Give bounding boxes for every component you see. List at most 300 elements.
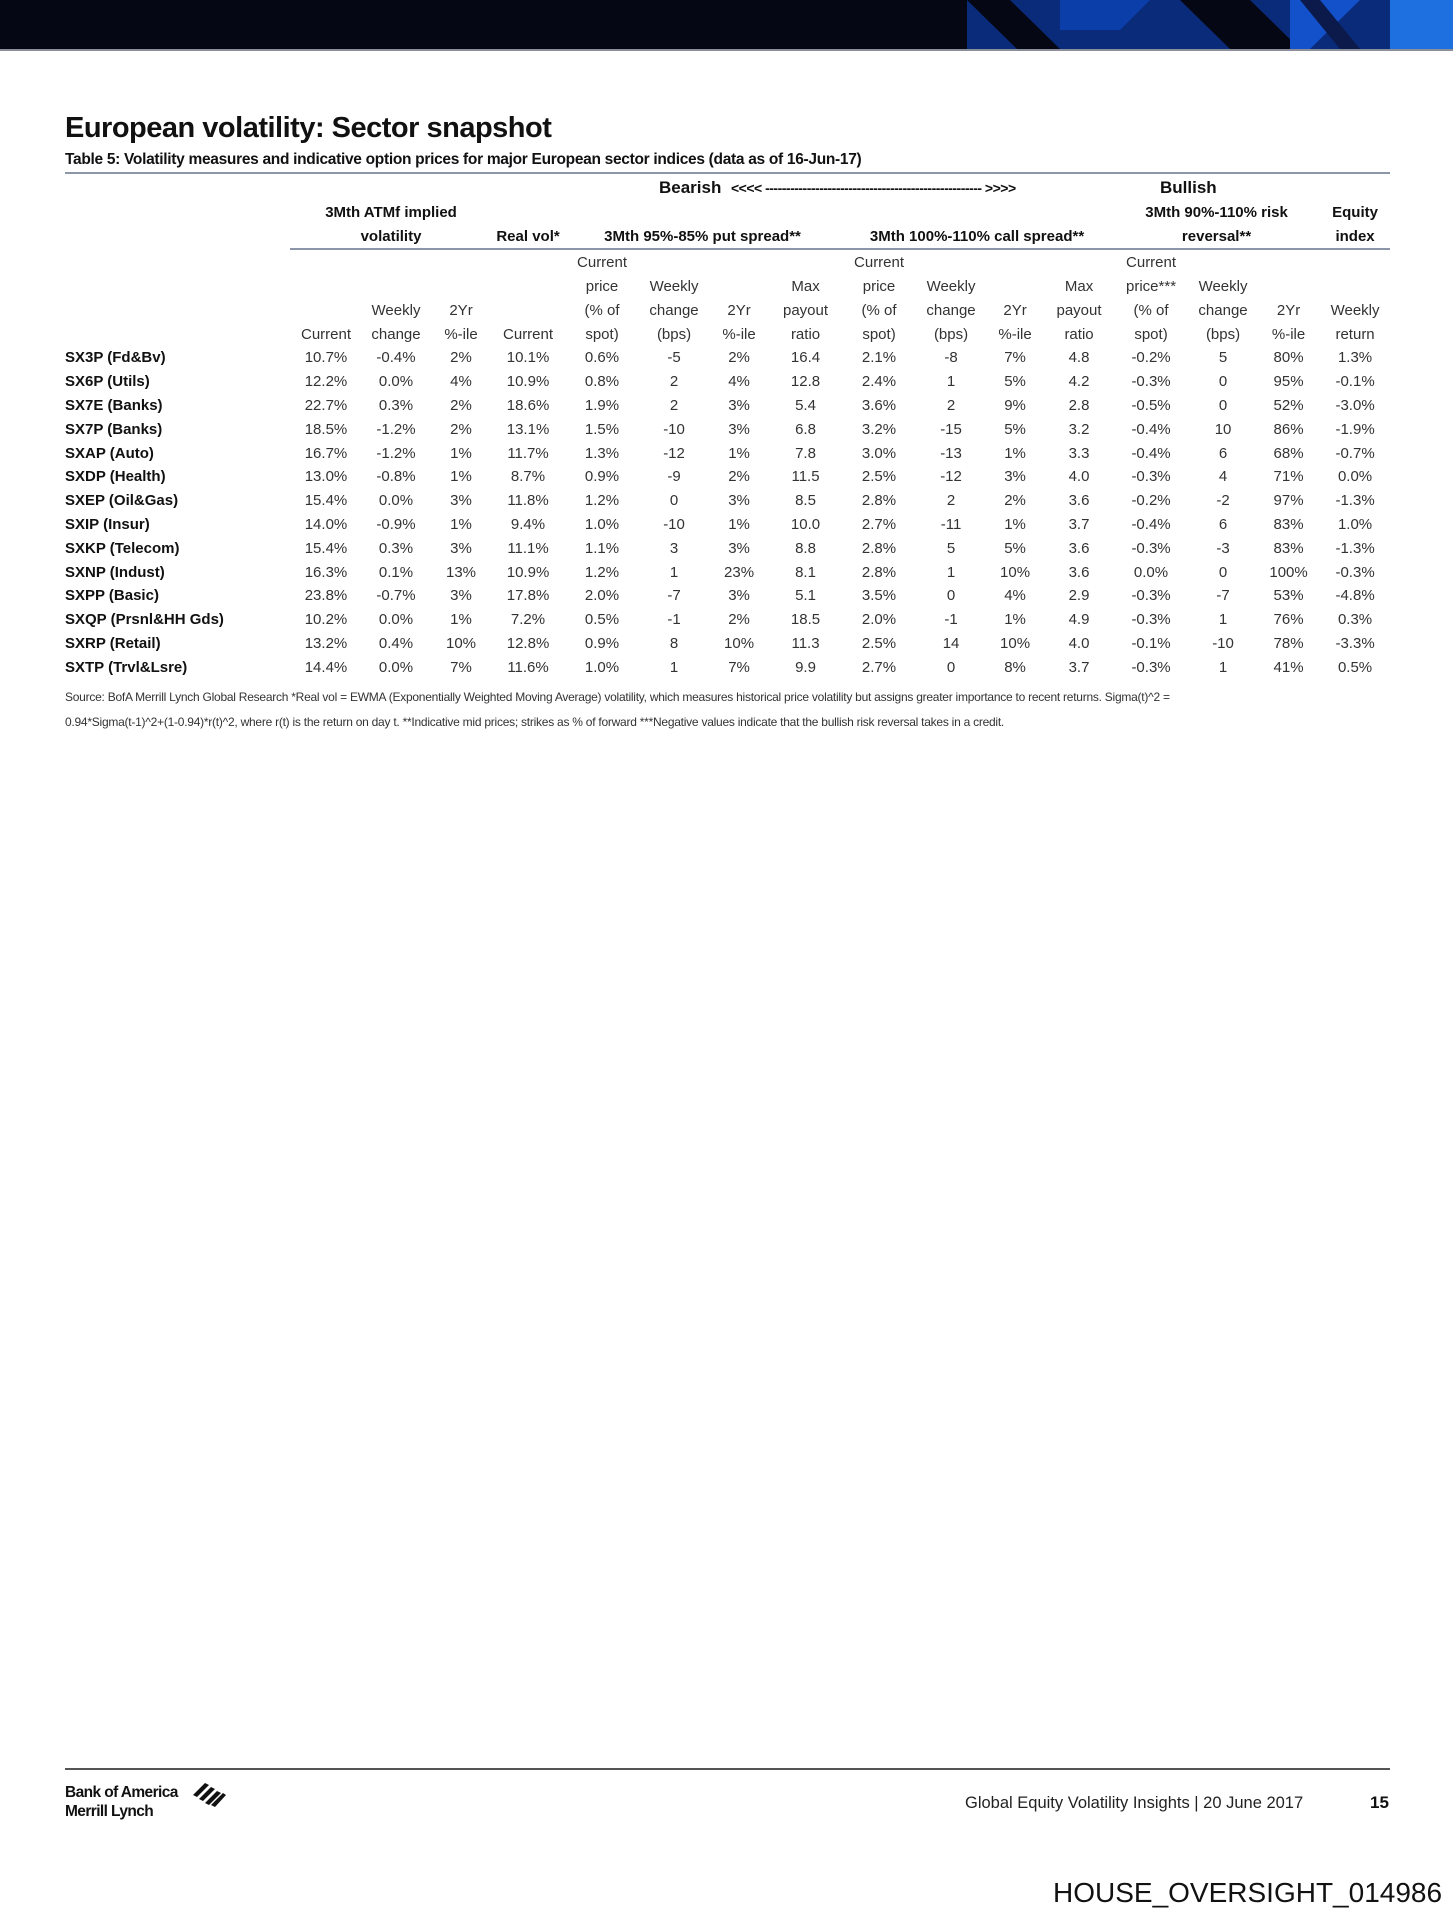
table-cell: -0.3% xyxy=(1131,658,1171,676)
table-cell: -0.1% xyxy=(1335,373,1375,391)
table-cell: 5% xyxy=(1004,373,1026,391)
table-cell: -3.3% xyxy=(1335,634,1375,652)
table-cell: -0.4% xyxy=(1131,515,1171,533)
table-cell: 4.0 xyxy=(1068,634,1090,652)
table-cell: 5.4 xyxy=(795,396,816,414)
column-header: 2Yr xyxy=(449,301,473,319)
table-cell: 1 xyxy=(669,658,679,676)
bearish-label: Bearish xyxy=(659,178,722,197)
table-cell: 3% xyxy=(450,587,472,605)
table-cell: -2 xyxy=(1216,492,1230,510)
group-atm-vol: 3Mth ATMf implied xyxy=(325,203,457,221)
column-header: 2Yr xyxy=(1003,301,1027,319)
table-cell: 1 xyxy=(1218,658,1228,676)
table-cell: -10 xyxy=(663,515,685,533)
table-cell: 14.4% xyxy=(304,658,348,676)
table-cell: 4.0 xyxy=(1068,468,1090,486)
table-cell: 83% xyxy=(1273,515,1304,533)
table-cell: 3% xyxy=(728,492,750,510)
column-header xyxy=(65,298,290,322)
table-cell: -11 xyxy=(940,515,962,533)
table-cell: 52% xyxy=(1273,396,1304,414)
group-equity-index: Equity xyxy=(1332,203,1378,221)
column-header xyxy=(362,249,430,274)
table-cell: -0.4% xyxy=(376,349,416,367)
table-cell: 11.3 xyxy=(791,634,820,652)
table-cell: 4 xyxy=(1218,468,1228,486)
page-number: 15 xyxy=(1370,1793,1389,1812)
table-cell: 6 xyxy=(1218,515,1228,533)
table-cell: 1.0% xyxy=(584,658,620,676)
table-cell: 7% xyxy=(1004,349,1026,367)
table-cell: 10.2% xyxy=(304,611,348,629)
table-cell: 4% xyxy=(450,373,472,391)
table-cell: 100% xyxy=(1269,563,1308,581)
volatility-table xyxy=(65,200,1390,679)
table-cell: 2% xyxy=(728,611,750,629)
table-cell: 6 xyxy=(1218,444,1228,462)
table-row xyxy=(65,513,1390,537)
table-cell: 2.5% xyxy=(861,468,897,486)
table-cell: -0.8% xyxy=(376,468,416,486)
table-cell: -3.0% xyxy=(1335,396,1375,414)
table-cell: 10.0 xyxy=(790,515,821,533)
table-cell: 76% xyxy=(1273,611,1304,629)
table-cell: 8 xyxy=(669,634,679,652)
table-cell: -0.3% xyxy=(1335,563,1375,581)
column-header: Current xyxy=(503,325,554,343)
table-cell: 2.8% xyxy=(861,539,897,557)
table-cell: 1.2% xyxy=(584,563,620,581)
table-cell: 5 xyxy=(1218,349,1228,367)
table-cell: 8.7% xyxy=(510,468,546,486)
table-cell: -0.7% xyxy=(376,587,416,605)
table-row xyxy=(65,370,1390,394)
page-title: European volatility: Sector snapshot xyxy=(65,112,552,144)
sentiment-arrows: <<<< ---------------------------------------------------- >>>> xyxy=(731,180,1016,196)
table-row xyxy=(65,465,1390,489)
table-row xyxy=(65,655,1390,679)
column-header xyxy=(917,249,985,274)
table-cell: 10% xyxy=(1000,563,1031,581)
table-cell: 0.6% xyxy=(584,349,620,367)
table-cell: 3% xyxy=(728,539,750,557)
table-cell: 3.6 xyxy=(1068,539,1090,557)
table-cell: 2% xyxy=(450,349,472,367)
column-header: %-ile xyxy=(998,325,1032,343)
table-row xyxy=(65,536,1390,560)
table-cell: 1% xyxy=(450,611,472,629)
table-cell: -1.2% xyxy=(376,420,416,438)
table-cell: 16.3% xyxy=(304,563,348,581)
table-cell: 10.7% xyxy=(304,349,348,367)
column-header: %-ile xyxy=(1271,325,1306,343)
table-cell: 10% xyxy=(724,634,755,652)
table-cell: 16.4 xyxy=(790,349,821,367)
column-header: spot) xyxy=(862,325,896,343)
table-cell: 1 xyxy=(669,563,679,581)
column-header: change xyxy=(1198,301,1248,319)
column-header xyxy=(1189,249,1257,274)
table-row xyxy=(65,608,1390,632)
table-cell: 3.3 xyxy=(1068,444,1090,462)
table-cell: 1% xyxy=(728,444,750,462)
table-cell: 9.9 xyxy=(795,658,816,676)
column-header xyxy=(290,274,362,298)
column-header: spot) xyxy=(1134,325,1168,343)
column-header xyxy=(492,274,564,298)
table-cell: 2 xyxy=(946,396,956,414)
table-cell: 12.2% xyxy=(304,373,348,391)
table-cell: 10% xyxy=(446,634,477,652)
column-header: Current xyxy=(577,253,628,271)
table-cell: 41% xyxy=(1273,658,1304,676)
table-cell: 0.5% xyxy=(1337,658,1373,676)
column-header: change xyxy=(649,301,699,319)
column-header xyxy=(65,249,290,274)
table-cell: -0.3% xyxy=(1131,611,1171,629)
table-cell: 11.8% xyxy=(507,492,549,510)
table-cell: 1.2% xyxy=(584,492,620,510)
table-cell: 8.8 xyxy=(795,539,816,557)
table-cell: 7% xyxy=(450,658,472,676)
table-cell: 0.0% xyxy=(378,373,414,391)
table-cell: 0.0% xyxy=(1337,468,1373,486)
column-header: payout xyxy=(1056,301,1102,319)
table-cell: 1% xyxy=(450,468,472,486)
column-header: (% of xyxy=(1133,301,1169,319)
table-cell: 71% xyxy=(1273,468,1304,486)
table-cell: 16.7% xyxy=(304,444,348,462)
table-cell: 3.6 xyxy=(1068,563,1090,581)
table-cell: -7 xyxy=(667,587,681,605)
table-cell: 0.0% xyxy=(378,492,414,510)
table-cell: 15.4% xyxy=(304,492,348,510)
table-cell: -12 xyxy=(940,468,962,486)
table-cell: 1.5% xyxy=(584,420,620,438)
group-real-vol: Real vol* xyxy=(492,224,564,249)
table-row xyxy=(65,489,1390,513)
table-cell: 0 xyxy=(669,492,679,510)
table-cell: 0.3% xyxy=(1337,611,1373,629)
column-header: price xyxy=(585,277,619,295)
table-cell: -15 xyxy=(940,420,962,438)
table-cell: 10.9% xyxy=(506,563,550,581)
group-risk-reversal: 3Mth 90%-110% risk xyxy=(1145,203,1288,221)
table-cell: 7% xyxy=(728,658,750,676)
table-cell: 2% xyxy=(450,420,472,438)
source-line-2: 0.94*Sigma(t-1)^2+(1-0.94)*r(t)^2, where r(t) is the return on day t. **Indicative mid prices; strikes as % of forward ***Negative values indicate that the bullish risk reversal takes in a credit. xyxy=(65,715,1005,729)
table-cell: 2 xyxy=(669,396,679,414)
table-cell: 4.8 xyxy=(1068,349,1090,367)
table-cell: 8% xyxy=(1004,658,1026,676)
table-cell: 3% xyxy=(728,587,750,605)
publication-info: Global Equity Volatility Insights | 20 June 2017 xyxy=(965,1794,1304,1812)
table-cell: 0.4% xyxy=(378,634,414,652)
table-cell: 0 xyxy=(946,587,956,605)
table-cell: 8.5 xyxy=(795,492,816,510)
table-cell: 3% xyxy=(450,539,472,557)
table-cell: 3% xyxy=(728,420,750,438)
column-header: change xyxy=(371,325,421,343)
table-row xyxy=(65,584,1390,608)
column-header xyxy=(65,322,290,346)
column-header: Max xyxy=(1064,277,1094,295)
table-cell: 13.0% xyxy=(304,468,348,486)
table-cell: 3.6% xyxy=(861,396,897,414)
table-cell: 2% xyxy=(728,349,750,367)
table-cell: 1 xyxy=(946,373,956,391)
table-cell: 78% xyxy=(1273,634,1304,652)
table-caption: Table 5: Volatility measures and indicative option prices for major European sector indices (data as of 16-Jun-17) xyxy=(65,151,862,168)
sector-name: SXIP (Insur) xyxy=(65,515,150,533)
header-banner xyxy=(0,0,1453,51)
table-cell: 0.0% xyxy=(378,611,414,629)
table-cell: -1.9% xyxy=(1335,420,1375,438)
column-header xyxy=(770,249,841,274)
column-header xyxy=(985,274,1045,298)
column-header: price*** xyxy=(1126,277,1177,295)
table-cell: 86% xyxy=(1273,420,1304,438)
sector-name: SX7E (Banks) xyxy=(65,396,163,414)
table-cell: -0.4% xyxy=(1131,444,1171,462)
subheader-row xyxy=(65,249,1390,274)
table-cell: 10% xyxy=(1000,634,1031,652)
column-header xyxy=(430,274,492,298)
table-cell: 11.5 xyxy=(791,468,820,486)
table-cell: -1.2% xyxy=(376,444,416,462)
table-cell: 22.7% xyxy=(304,396,348,414)
table-cell: 0 xyxy=(1218,563,1228,581)
table-cell: 1.3% xyxy=(584,444,620,462)
table-cell: 2.1% xyxy=(861,349,897,367)
table-cell: 0 xyxy=(1218,373,1228,391)
column-header: Weekly xyxy=(1198,277,1248,295)
table-cell: 1.0% xyxy=(584,515,620,533)
column-header xyxy=(290,249,362,274)
table-row xyxy=(65,441,1390,465)
footer-divider xyxy=(65,1768,1390,1770)
table-cell: 1% xyxy=(1004,611,1026,629)
column-header: Weekly xyxy=(926,277,976,295)
column-header xyxy=(708,249,770,274)
column-header: 2Yr xyxy=(727,301,751,319)
table-cell: 7.8 xyxy=(795,444,816,462)
table-cell: 2.9 xyxy=(1068,587,1090,605)
table-row xyxy=(65,632,1390,656)
subheader-row xyxy=(65,322,1390,346)
table-cell: 1.9% xyxy=(584,396,620,414)
table-cell: -9 xyxy=(667,468,681,486)
column-header: %-ile xyxy=(444,325,478,343)
table-cell: 11.1% xyxy=(507,539,549,557)
table-cell: -0.5% xyxy=(1131,396,1171,414)
table-cell: 3% xyxy=(1004,468,1026,486)
column-header: (bps) xyxy=(933,325,969,343)
table-cell: 11.7% xyxy=(507,444,549,462)
table-cell: 3.2 xyxy=(1068,420,1090,438)
table-cell: 3.0% xyxy=(861,444,897,462)
table-cell: 2% xyxy=(1004,492,1026,510)
table-cell: 2% xyxy=(450,396,472,414)
column-header: spot) xyxy=(585,325,619,343)
table-cell: 12.8 xyxy=(790,373,821,391)
column-header: return xyxy=(1335,325,1375,343)
table-cell: -13 xyxy=(940,444,962,462)
table-cell: 0.9% xyxy=(584,634,620,652)
table-cell: -0.3% xyxy=(1131,587,1171,605)
table-cell: 68% xyxy=(1273,444,1304,462)
table-cell: 1% xyxy=(1004,515,1026,533)
table-cell: 2% xyxy=(728,468,750,486)
table-cell: 0 xyxy=(1218,396,1228,414)
table-cell: -0.3% xyxy=(1131,468,1171,486)
table-cell: -1.3% xyxy=(1335,492,1375,510)
column-header: Weekly xyxy=(1330,301,1380,319)
column-header: %-ile xyxy=(722,325,756,343)
group-put-spread: 3Mth 95%-85% put spread** xyxy=(564,224,841,249)
table-cell: 2.5% xyxy=(861,634,897,652)
column-header: Current xyxy=(1126,253,1177,271)
column-header: Weekly xyxy=(649,277,699,295)
table-cell: 2.4% xyxy=(861,373,897,391)
table-cell: 95% xyxy=(1273,373,1304,391)
table-cell: -0.2% xyxy=(1131,492,1171,510)
table-row xyxy=(65,346,1390,370)
table-cell: 5 xyxy=(946,539,956,557)
table-cell: -7 xyxy=(1216,587,1230,605)
column-header xyxy=(65,274,290,298)
column-header xyxy=(492,298,564,322)
column-header: payout xyxy=(783,301,829,319)
table-cell: 0.3% xyxy=(378,539,414,557)
table-cell: 15.4% xyxy=(304,539,348,557)
source-note xyxy=(65,685,1405,735)
sector-name: SXQP (Prsnl&HH Gds) xyxy=(65,611,224,629)
sector-name: SXAP (Auto) xyxy=(65,444,154,462)
table-cell: 4% xyxy=(1004,587,1026,605)
table-cell: 13.1% xyxy=(506,420,550,438)
table-cell: -1 xyxy=(667,611,681,629)
table-cell: 80% xyxy=(1273,349,1304,367)
table-cell: 13.2% xyxy=(304,634,348,652)
banner-pattern-icon xyxy=(0,0,1453,49)
table-cell: 2.7% xyxy=(861,658,897,676)
table-cell: 17.8% xyxy=(506,587,550,605)
table-cell: 3.2% xyxy=(861,420,897,438)
table-cell: -10 xyxy=(663,420,685,438)
table-cell: 3.7 xyxy=(1068,515,1090,533)
table-cell: 23.8% xyxy=(304,587,348,605)
table-cell: 2.8 xyxy=(1068,396,1090,414)
table-row xyxy=(65,417,1390,441)
table-cell: -1.3% xyxy=(1335,539,1375,557)
sector-name: SX7P (Banks) xyxy=(65,420,163,438)
table-cell: -0.7% xyxy=(1335,444,1375,462)
table-cell: 0.1% xyxy=(378,563,414,581)
table-cell: 13% xyxy=(446,563,477,581)
table-cell: 2 xyxy=(669,373,679,391)
sector-name: SX6P (Utils) xyxy=(65,373,150,391)
column-header: ratio xyxy=(1064,325,1094,343)
table-cell: 0 xyxy=(946,658,956,676)
group-atm-vol-line2: volatility xyxy=(290,224,492,249)
table-cell: 14 xyxy=(942,634,960,652)
table-cell: 12.8% xyxy=(506,634,550,652)
logo-line-2: Merrill Lynch xyxy=(65,1803,154,1820)
table-cell: 14.0% xyxy=(304,515,348,533)
table-cell: 2.8% xyxy=(861,492,897,510)
column-header: (% of xyxy=(861,301,897,319)
table-cell: -5 xyxy=(667,349,681,367)
table-cell: 0.5% xyxy=(584,611,620,629)
table-cell: 0.0% xyxy=(378,658,414,676)
flag-logo-icon xyxy=(191,1781,227,1807)
column-header: ratio xyxy=(790,325,821,343)
table-cell: 1% xyxy=(1004,444,1026,462)
table-cell: 23% xyxy=(724,563,755,581)
table-cell: 10.1% xyxy=(506,349,550,367)
table-cell: 83% xyxy=(1273,539,1304,557)
table-row xyxy=(65,394,1390,418)
table-cell: 3.6 xyxy=(1068,492,1090,510)
subheader-row xyxy=(65,298,1390,322)
table-cell: -0.3% xyxy=(1131,373,1171,391)
subheader-row xyxy=(65,274,1390,298)
table-cell: -1 xyxy=(944,611,958,629)
table-cell: 1 xyxy=(1218,611,1228,629)
table-cell: -0.9% xyxy=(376,515,416,533)
table-cell: 9% xyxy=(1004,396,1026,414)
logo-line-1: Bank of America xyxy=(65,1784,178,1801)
source-line-1: Source: BofA Merrill Lynch Global Research *Real vol = EWMA (Exponentially Weighted Moving Average) volatility, which measures historical price volatility but assigns greater importance to recent returns. Sigma(t)^2 = xyxy=(65,690,1170,704)
table-cell: -4.8% xyxy=(1335,587,1375,605)
table-cell: 1% xyxy=(450,515,472,533)
column-header: Max xyxy=(791,277,820,295)
table-cell: 2.7% xyxy=(861,515,897,533)
table-cell: 0.3% xyxy=(378,396,414,414)
table-cell: 1% xyxy=(728,515,750,533)
table-cell: 18.5 xyxy=(790,611,821,629)
group-call-spread: 3Mth 100%-110% call spread** xyxy=(841,224,1113,249)
table-cell: 1 xyxy=(946,563,956,581)
table-cell: -8 xyxy=(944,349,958,367)
group-risk-reversal-line2: reversal** xyxy=(1113,224,1320,249)
column-header xyxy=(362,274,430,298)
table-cell: 3.7 xyxy=(1068,658,1090,676)
table-cell: 3% xyxy=(728,396,750,414)
table-cell: 97% xyxy=(1273,492,1304,510)
sector-name: SX3P (Fd&Bv) xyxy=(65,349,166,367)
table-cell: 4.2 xyxy=(1068,373,1090,391)
bates-number: HOUSE_OVERSIGHT_014986 xyxy=(1053,1877,1443,1908)
sector-name: SXRP (Retail) xyxy=(65,634,161,652)
sector-name: SXKP (Telecom) xyxy=(65,539,180,557)
divider xyxy=(65,172,1390,174)
table-cell: 1.3% xyxy=(1337,349,1373,367)
table-row xyxy=(65,560,1390,584)
table-cell: 10.9% xyxy=(506,373,550,391)
sector-name: SXTP (Trvl&Lsre) xyxy=(65,658,188,676)
sector-name: SXPP (Basic) xyxy=(65,587,159,605)
table-cell: 3 xyxy=(669,539,679,557)
table-cell: -3 xyxy=(1216,539,1230,557)
table-cell: 0.9% xyxy=(584,468,620,486)
table-cell: 18.5% xyxy=(304,420,348,438)
column-header xyxy=(1045,249,1113,274)
column-header xyxy=(1257,274,1320,298)
table-cell: 1% xyxy=(450,444,472,462)
